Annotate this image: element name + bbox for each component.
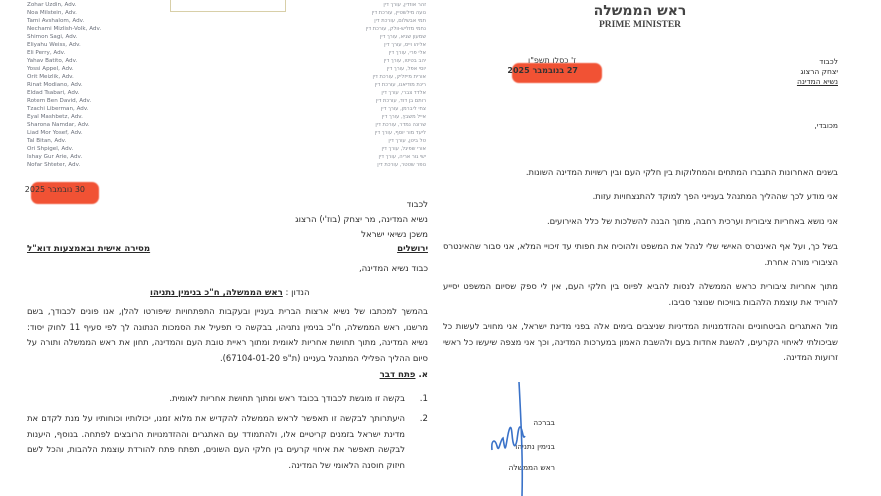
lawyer-name-en: Yossi Appel, Adv. (27, 66, 74, 72)
section-letter: א. (418, 370, 428, 380)
lawyers-list-english (27, 1, 101, 169)
lawyer-name-he: אורית מייזליק, עורכת דין (372, 74, 426, 80)
lawyer-name-he: רינת מודיאנו, עורכת דין (374, 82, 426, 88)
lawyer-name-en: Ishay Gur Arie, Adv. (27, 154, 83, 160)
lawyer-name-en: Zohar Uzdin, Adv. (27, 2, 77, 8)
recipient-title: נשיא המדינה (796, 77, 838, 86)
lawyer-name-en: Liad Mor Yosef, Adv. (27, 130, 83, 136)
lawyer-name-en: Nechami Mizlish-Volk, Adv. (27, 26, 102, 32)
subject-label: הנדון : (285, 288, 310, 298)
signature (485, 380, 535, 496)
subject-line (150, 286, 310, 301)
lawyer-name-he: נועה מילשטיין, עורכת דין (371, 10, 426, 16)
lawyer-name-he: אורי שפיגל, עורך דין (381, 146, 426, 152)
recipient: נשיא המדינה, מר יצחק (בוז'י) הרצוג (295, 215, 428, 225)
delivery-note: מסירה אישית ובאמצעות דוא"ל (27, 244, 151, 254)
lawyer-name-en: Eliyahu Weiss, Adv. (27, 42, 81, 48)
item-1-text: בקשה זו מוגשת לכבודך בכובד ראש ומתוך תחושת אחריות לאומית. (169, 393, 405, 403)
item-2-number: 2. (419, 414, 428, 424)
lawyer-name-he: רותם בן דוד, עורכת דין (375, 98, 426, 104)
section-heading (380, 368, 428, 383)
letter-date: 27 בנובמבר 2025 (507, 66, 578, 75)
paragraph-6: מול האתגרים הביטחוניים וההזדמנויות המדיניות שניצבים בימים אלה בפני מדינת ישראל, אני מחויב לעשות כל שביכולתי לאיחוי הקרעים, להשגת אחדות בעם ולהשבת האמון במערכות המדינה, וכך אני מצפה שיעשו כל ראשי זרועות המדינה. (443, 321, 838, 362)
lawyer-name-he: נחמי מזליש-וולק, עורכת דין (365, 26, 426, 32)
lawyer-name-en: Shimon Sagi, Adv. (27, 34, 78, 40)
letterhead-box (170, 0, 286, 12)
paragraph-5: מתוך אחריות ציבורית כראש הממשלה לנסות להביא לפיוס בין חלקי העם, אין לי ספק שסיום המשפט יסייע להוריד את עוצמת הלהבות בוויכוח שנוצר סביבו. (443, 281, 838, 307)
lawyer-name-he: נופר שטטר, עורכת דין (377, 162, 426, 168)
lawyer-name-en: Nofar Shteter, Adv. (27, 162, 81, 168)
lawyer-name-he: שרונה נמדר, עורכת דין (375, 122, 426, 128)
lawyer-name-en: Tzachi Liberman, Adv. (27, 106, 89, 112)
recipient: יצחק הרצוג (800, 67, 838, 76)
to-label: לכבוד (819, 57, 838, 66)
lawyers-letter (0, 0, 440, 496)
lawyer-name-en: Rinat Modiano, Adv. (27, 82, 83, 88)
lawyer-name-en: Sharona Namdar, Adv. (27, 122, 90, 128)
prime-minister-letter (440, 0, 881, 496)
office: משכן נשיאי ישראל (361, 230, 428, 240)
lawyer-name-en: Rotem Ben David, Adv. (27, 98, 92, 104)
lawyer-name-en: Tal Bitan, Adv. (27, 138, 67, 144)
salutation: מכובדי, (814, 121, 838, 130)
lawyer-name-he: שמעון שגיא, עורך דין (379, 34, 426, 40)
lawyer-name-he: אלי פרי, עורך דין (388, 50, 426, 56)
lawyer-name-he: יהב בטיטו, עורך דין (383, 58, 426, 64)
signer-name: בנימין נתניהו (515, 442, 555, 451)
lawyer-name-en: Tami Avshalom, Adv. (27, 18, 85, 24)
subject: ראש הממשלה, ח"כ בנימין נתניהו (150, 288, 283, 298)
paragraph-2: אני מודע לכך שההליך המתנהל בענייני הפך למוקד להתנצחויות עזות. (592, 191, 838, 201)
to-label: לכבוד (406, 200, 428, 210)
lawyer-name-he: יוסי אפל, עורך דין (386, 66, 426, 72)
lawyer-name-he: ישי גור אריה, עורך דין (378, 154, 426, 160)
lawyer-name-he: זהר אוזדין, עורך דין (383, 2, 426, 8)
section-title: פתח דבר (379, 370, 416, 380)
lawyer-name-he: תמי אבשלום, עורכת דין (374, 18, 426, 24)
item-1-number: 1. (419, 394, 428, 404)
letterhead-hebrew: ראש הממשלה (593, 3, 687, 19)
lawyer-name-en: Yahav Batito, Adv. (27, 58, 78, 64)
paragraph-3: אני נושא באחריות ציבורית וערכית רחבה, מתוך הבנה להשלכות של כלל האירועים. (546, 216, 838, 226)
closing: בברכה (533, 418, 555, 427)
lawyer-name-en: Noa Milstein, Adv. (27, 10, 77, 16)
lawyer-name-he: ליעד מור יוסף, עורך דין (374, 130, 426, 136)
lawyer-name-en: Eli Perry, Adv. (27, 50, 66, 56)
item-2-text: היעתרותך לבקשה זו תאפשר לראש הממשלה להקדיש את מלוא זמנו, יכולותיו וכוחותיו על מנת לקדם את מדינת ישראל בזמנים קריטיים אלו, ולהתמודד עם האתגרים וההזדמנויות הרובצים לפתחה. בנוסף, היענות לבקשה תאפשר את איחוי קרעים בין חלקי העם השונים, תפתח פתח להורדת עוצמת הלהבות, והכל לשם חיזוק חוסנה הלאומי של המדינה. (27, 413, 405, 470)
salutation: כבוד נשיא המדינה, (358, 264, 428, 274)
lawyer-name-he: טל ביטן, עורך דין (388, 138, 426, 144)
lawyer-name-en: Orit Meizlik, Adv. (27, 74, 74, 80)
paragraph-4: בשל כך, ועל אף האינטרס האישי שלי לנהל את המשפט ולהוכיח את חפותי עד זיכויי המלא, אני סבור שהאינטרס הציבורי מורה אחרת. (443, 241, 838, 267)
letter-date: 30 נובמבר 2025 (24, 185, 85, 194)
lawyer-name-he: אלדד צברי, עורך דין (381, 90, 426, 96)
lawyer-name-en: Ori Shpigel, Adv. (27, 146, 74, 152)
lawyer-name-en: Eyal Mashbetz, Adv. (27, 114, 83, 120)
paragraph-1: בשנים האחרונות התגברו המתחים והמחלוקות בין חלקי העם ובין רשויות המדינה השונות. (525, 167, 838, 177)
lawyer-name-en: Eldad Tsabari, Adv. (27, 90, 80, 96)
lawyer-name-he: אייל משבץ, עורך דין (381, 114, 426, 120)
signer-title: ראש הממשלה (508, 463, 555, 472)
city: ירושלים (397, 244, 428, 254)
lawyer-name-he: אליהו וייס, עורך דין (384, 42, 426, 48)
hebrew-date: ז' כסלו תשפ"ו (528, 56, 576, 65)
letterhead-english: PRIME MINISTER (598, 20, 682, 30)
lawyer-name-he: צחי ליברמן, עורך דין (381, 106, 426, 112)
intro-paragraph: בהמשך למכתבו של נשיא ארצות הברית בעניין ובעקבות התפתחויות שיפורטו להלן, אנו פונים לכבודך, בשם מרשנו, ראש הממשלה, ח"כ בנימין נתניהו, בבקשה כי תפעיל את הסמכות הנתונה לך לפי סעיף 11 לחוק יסוד: נשיא המדינה, מתוך תחושת אחריות לאומית ומתוך ראיית טובת העם והמדינה, תחון את ראש הממשלה ותורה על סיום ההליך הפלילי המתנהל בעניינו (ת"פ 67104-01-20). (27, 306, 429, 363)
lawyers-list-hebrew (366, 1, 426, 169)
